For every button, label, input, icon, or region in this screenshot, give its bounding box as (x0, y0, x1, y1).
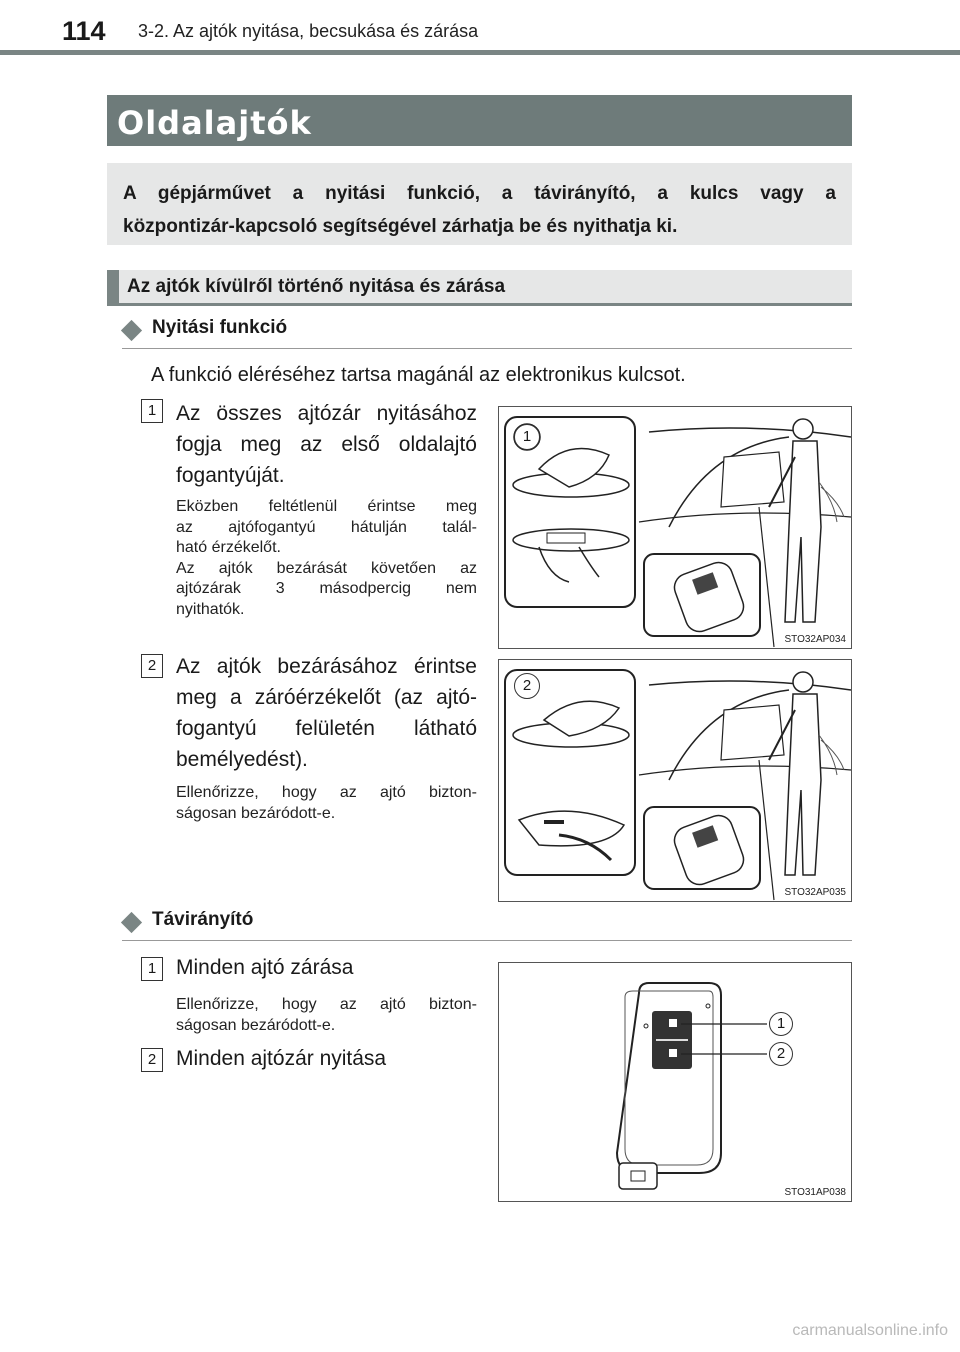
diamond-bullet-icon (121, 912, 142, 933)
chapter-title: 3-2. Az ajtók nyitása, becsukása és zárása (138, 21, 479, 41)
item-main-text (176, 398, 477, 491)
figure-callout: 1 (769, 1012, 793, 1036)
section-title: Oldalajtók (117, 104, 312, 142)
text-line: fogantyú felületén látható (176, 717, 477, 740)
section-title-bar (107, 95, 852, 146)
figure-door-handle-unlock (498, 406, 852, 649)
item-main-text: Minden ajtó zárása (176, 956, 354, 979)
text-line: Az összes ajtózár nyitásához (176, 402, 477, 425)
figure-code: STO31AP038 (784, 1187, 846, 1198)
figure-door-handle-lock (498, 659, 852, 902)
topic-lead: A funkció eléréséhez tartsa magánál az elektronikus kulcsot. (151, 364, 686, 386)
item-main-text (176, 651, 477, 775)
item-note (176, 497, 477, 620)
figure-code: STO32AP035 (784, 887, 846, 898)
item-note (176, 783, 477, 824)
text-line: Az ajtók bezárásához érintse (176, 655, 477, 678)
intro-line: A gépjárművet a nyitási funkció, a távirányító, a kulcs vagy a (123, 183, 836, 204)
door-handle-illustration (499, 407, 851, 648)
text-line: Ellenőrizze, hogy az ajtó bizton- (176, 996, 477, 1013)
text-line: fogja meg az első oldalajtó (176, 433, 477, 456)
diamond-bullet-icon (121, 320, 142, 341)
figure-callout: 2 (769, 1042, 793, 1066)
step-badge: 1 (141, 399, 163, 423)
figure-callout: 1 (514, 424, 540, 450)
key-fob-illustration (499, 963, 851, 1201)
intro-box (107, 163, 852, 245)
step-badge: 2 (141, 1048, 163, 1072)
step-badge: 2 (141, 654, 163, 678)
text-line: nyithatók. (176, 600, 245, 618)
item-main-text: Minden ajtózár nyitása (176, 1047, 387, 1070)
text-line: fogantyúját. (176, 464, 285, 487)
text-line: Eközben feltétlenül érintse meg (176, 498, 477, 515)
intro-line: központizár-kapcsoló segítségével zárhatja be és nyithatja ki. (123, 216, 678, 237)
watermark: carmanualsonline.info (792, 1322, 948, 1339)
text-line: ságosan bezáródott-e. (176, 1016, 336, 1034)
figure-code: STO32AP034 (784, 634, 846, 645)
step-badge: 1 (141, 957, 163, 981)
topic-title: Távirányító (152, 909, 254, 930)
text-line: ajtózárak 3 másodpercig nem (176, 580, 477, 597)
figure-key-fob (498, 962, 852, 1202)
topic-title: Nyitási funkció (152, 317, 288, 338)
subheading: Az ajtók kívülről történő nyitása és zárása (127, 276, 506, 297)
header-rule (0, 50, 960, 55)
door-lock-illustration (499, 660, 851, 901)
text-line: az ajtófogantyú hátulján talál- (176, 518, 477, 536)
page-number: 114 (62, 16, 106, 46)
subheading-accent (107, 270, 119, 306)
text-line: Az ajtók bezárását követően az (176, 559, 477, 577)
subheading-bar (107, 270, 852, 306)
item-note (176, 995, 477, 1036)
text-line: meg a záróérzékelőt (az ajtó- (176, 686, 477, 709)
text-line: Ellenőrizze, hogy az ajtó bizton- (176, 784, 477, 801)
text-line: ságosan bezáródott-e. (176, 804, 336, 822)
text-line: ható érzékelőt. (176, 539, 281, 556)
topic-heading-remote (122, 909, 852, 941)
text-line: bemélyedést). (176, 748, 308, 771)
topic-heading-opening (122, 317, 852, 349)
figure-callout: 2 (514, 673, 540, 699)
